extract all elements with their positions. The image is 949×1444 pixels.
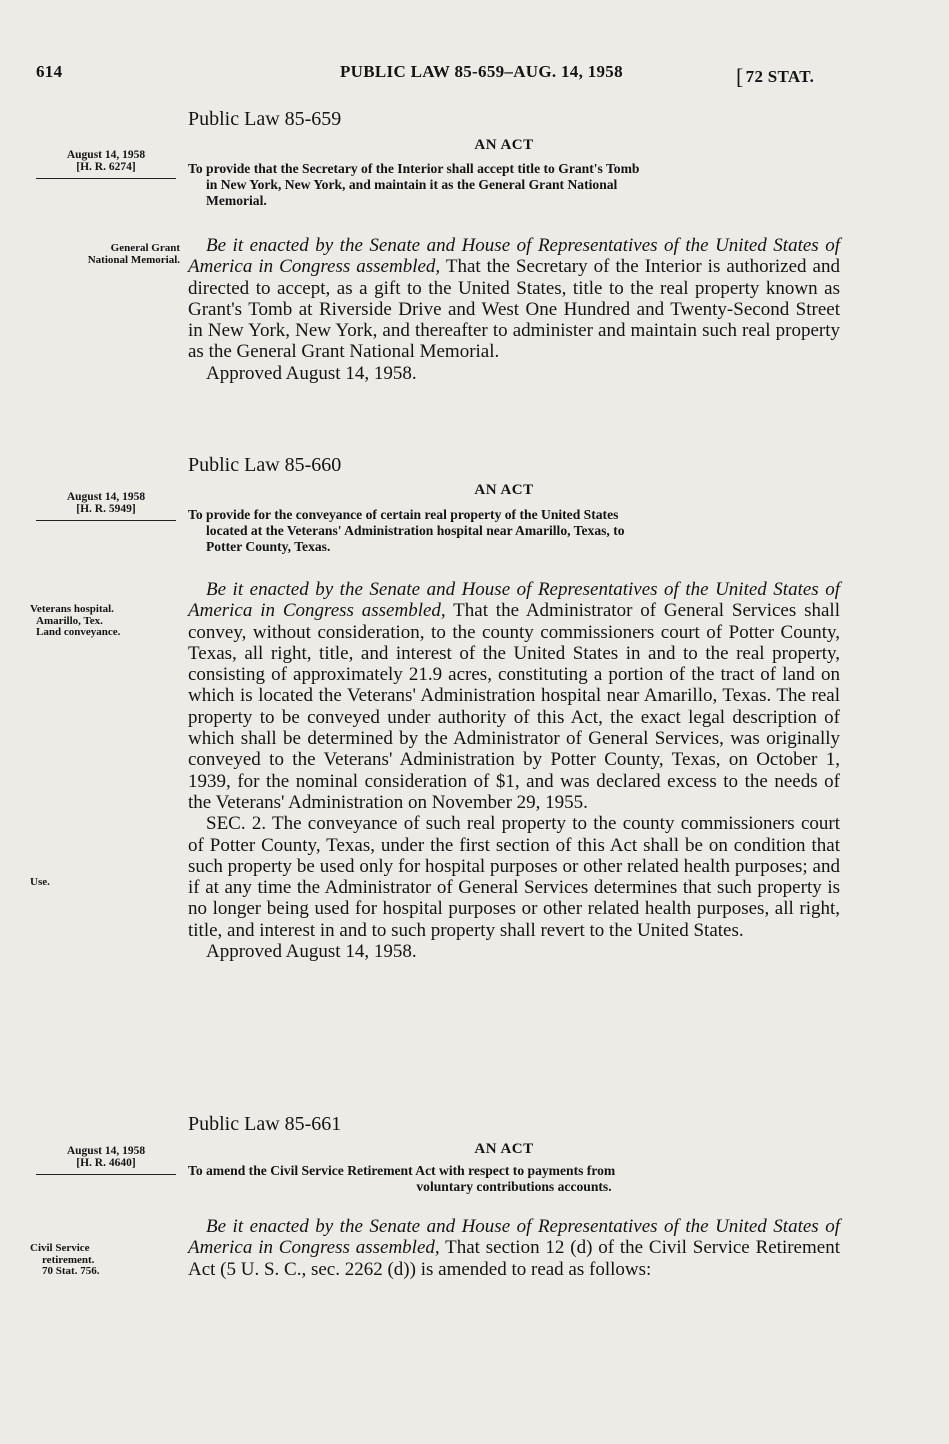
law-660-enacting-clause: Be it enacted by the Senate and House of Representatives of the United States of America in Congress assembled, xyxy=(188,579,840,622)
law-660-date-rule xyxy=(36,520,176,521)
law-661-title: Public Law 85-661 xyxy=(188,1113,342,1135)
law-660-body xyxy=(188,579,840,962)
law-660-paragraph xyxy=(188,579,840,813)
running-title: PUBLIC LAW 85-659–AUG. 14, 1958 xyxy=(340,62,623,81)
law-660-purpose-line-1: To provide for the conveyance of certain real property of the United States xyxy=(188,507,619,522)
law-661-margin-note-line-3: 70 Stat. 756. xyxy=(42,1265,100,1277)
page-header xyxy=(36,62,849,88)
law-660-margin-note xyxy=(30,604,180,639)
law-660-act-heading: AN ACT xyxy=(474,482,534,498)
law-659-date-rule xyxy=(36,178,176,179)
law-659-date: August 14, 1958 xyxy=(66,149,146,161)
law-661-margin-date xyxy=(36,1145,176,1175)
law-660-margin-note-line-1: Veterans hospital. xyxy=(30,603,114,615)
law-660-margin-use: Use. xyxy=(30,876,50,888)
law-661-margin-note-line-1: Civil Service xyxy=(30,1242,90,1254)
law-659-purpose xyxy=(188,161,840,209)
statute-bracket: [ xyxy=(736,64,744,89)
law-659-margin-note-line-1: General Grant xyxy=(110,242,180,254)
law-660-margin-note-line-3: Land conveyance. xyxy=(36,626,121,638)
law-660-purpose xyxy=(188,507,840,555)
law-661-bill: [H. R. 4640] xyxy=(76,1157,136,1169)
law-660-purpose-line-2: located at the Veterans' Administration hospital near Amarillo, Texas, to xyxy=(206,523,625,538)
law-661-body xyxy=(188,1216,840,1280)
law-660-approved: Approved August 14, 1958. xyxy=(206,941,417,963)
page-number: 614 xyxy=(36,62,63,81)
law-661-purpose xyxy=(188,1163,840,1195)
law-660-date: August 14, 1958 xyxy=(66,491,146,503)
law-659-title: Public Law 85-659 xyxy=(188,108,342,130)
law-661-text: That section 12 (d) of the Civil Service Retirement Act (5 U. S. C., sec. 2262 (d)) is amended to read as follows: xyxy=(188,1237,840,1280)
law-661-purpose-line-1: To amend the Civil Service Retirement Act with respect to payments from xyxy=(188,1163,616,1178)
law-659-paragraph xyxy=(188,235,840,363)
statute-label: 72 STAT. xyxy=(745,67,815,86)
law-661-date-rule xyxy=(36,1174,176,1175)
law-660-margin-note-line-2: Amarillo, Tex. xyxy=(36,614,103,627)
law-659-purpose-line-1: To provide that the Secretary of the Interior shall accept title to Grant's Tomb xyxy=(188,161,640,176)
law-659-margin-note xyxy=(30,243,180,266)
law-659-purpose-line-3: Memorial. xyxy=(206,193,267,208)
law-659-margin-date xyxy=(36,149,176,179)
law-660-section-2: SEC. 2. The conveyance of such real property to the county commissioners court of Potter County, Texas, under the first section of this Act shall be on condition that such property be used only for hospital purposes or other related health purposes; and if at any time the Administrator of General Services determines that such property is no longer being used for hospital purposes or other related health purposes, all right, title, and interest in and to such property shall revert to the United States. xyxy=(188,813,840,941)
law-659-enacting-clause: Be it enacted by the Senate and House of Representatives of the United States of America in Congress assembled, xyxy=(188,235,840,278)
law-661-enacting-clause: Be it enacted by the Senate and House of Representatives of the United States of America in Congress assembled, xyxy=(188,1216,840,1259)
law-659-body xyxy=(188,235,840,384)
law-660-title: Public Law 85-660 xyxy=(188,454,342,476)
law-661-paragraph xyxy=(188,1216,840,1280)
statute-reference xyxy=(736,62,814,88)
law-660-purpose-line-3: Potter County, Texas. xyxy=(206,539,331,554)
law-659-text: That the Secretary of the Interior is authorized and directed to accept, as a gift to the United States, title to the real property known as Grant's Tomb at Riverside Drive and West One Hundred and Twenty-Second Street in New York, New York, and thereafter to administer and maintain such real property as the General Grant National Memorial. xyxy=(188,256,840,363)
law-661-act-heading: AN ACT xyxy=(474,1141,534,1157)
law-660-margin-date xyxy=(36,491,176,521)
law-661-margin-note-line-2: retirement. xyxy=(42,1253,95,1266)
law-659-act-heading: AN ACT xyxy=(474,137,534,153)
law-659-purpose-line-2: in New York, New York, and maintain it as the General Grant National xyxy=(206,177,618,192)
law-661-purpose-line-2: voluntary contributions accounts. xyxy=(416,1179,612,1194)
law-660-bill: [H. R. 5949] xyxy=(76,503,136,515)
law-661-margin-note xyxy=(30,1243,180,1278)
law-660-text: That the Administrator of General Services shall convey, without consideration, to the county commissioners court of Potter County, Texas, all right, title, and interest of the United States in and to the real property, consisting of approximately 21.9 acres, constituting a portion of the tract of land on which is located the Veterans' Administration hospital near Amarillo, Texas. The real property to be conveyed under authority of this Act, the exact legal description of which shall be determined by the Administrator of General Services, was originally conveyed to the Veterans' Administration by Potter County, Texas, on October 1, 1939, for the nominal consideration of $1, and was declared excess to the needs of the Veterans' Administration on November 29, 1955. xyxy=(188,600,840,813)
law-661-date: August 14, 1958 xyxy=(66,1145,146,1157)
law-659-bill: [H. R. 6274] xyxy=(76,161,136,173)
law-659-approved: Approved August 14, 1958. xyxy=(206,362,417,384)
law-659-margin-note-line-2: National Memorial. xyxy=(87,253,180,266)
